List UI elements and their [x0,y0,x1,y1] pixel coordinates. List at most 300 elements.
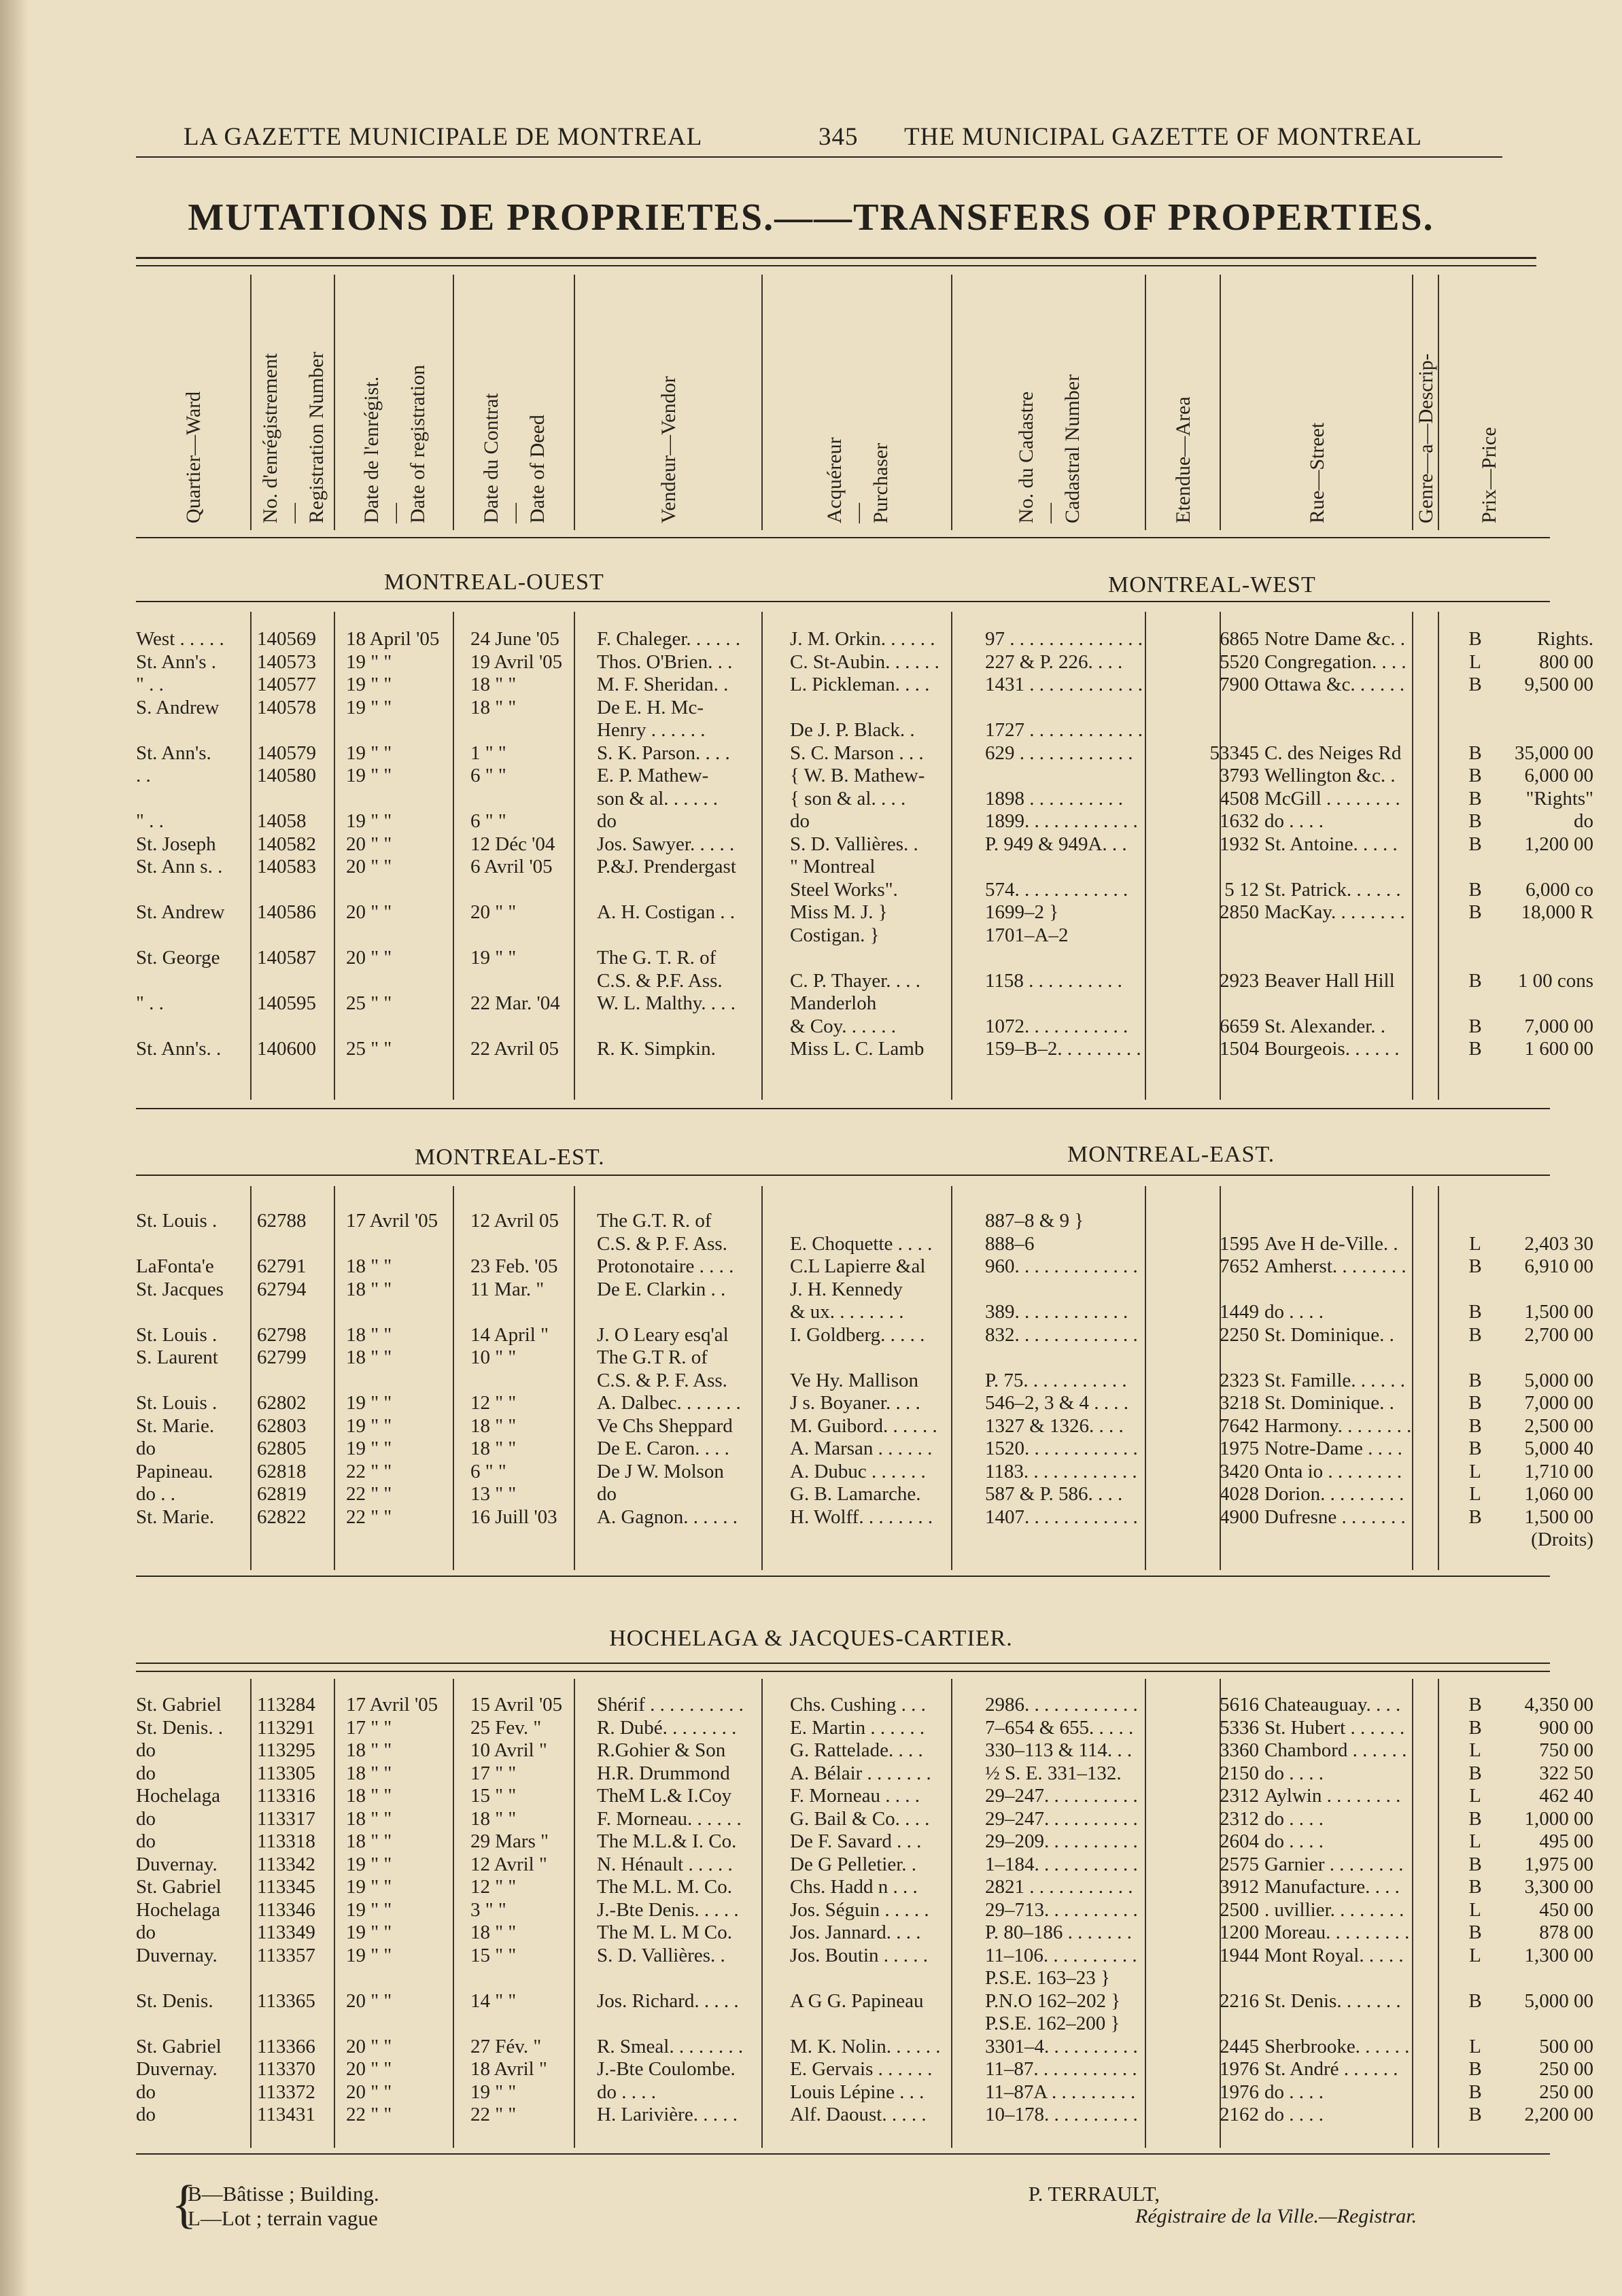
table-row [136,1830,1596,1854]
column-rule [761,275,763,530]
table-cell: 3360 [1220,1739,1259,1761]
table-cell [468,1529,594,1552]
table-cell: E. P. Mathew- [597,765,709,786]
column-rule [250,1186,252,1570]
table-cell [982,1529,1181,1552]
table-cell [343,924,468,947]
table-cell: do . . . . [597,2081,656,2103]
table-cell: 22 " " [346,1506,392,1528]
table-cell [594,879,787,902]
table-cell: Dufresne . . . . . . . [1264,1506,1406,1528]
table-cell: B [1468,1414,1482,1437]
table-cell [136,924,254,947]
table-cell: 18 " " [470,696,517,718]
table-cell: 19 " " [346,1392,392,1414]
table-cell: Chs. Hadd n . . . [790,1876,918,1898]
table-cell: L [1469,1232,1481,1255]
table-cell: 140583 [257,856,316,877]
table-cell: 10 Avril " [470,1739,547,1761]
table-cell: 22 " " [346,2104,392,2125]
table-cell: 900 00 [1539,1716,1593,1739]
table-cell [1181,719,1262,742]
table-cell: 2312 [1220,1807,1259,1830]
table-cell: 7,000 00 [1524,1015,1593,1037]
table-cell [1460,1346,1491,1370]
table-row [136,1210,1596,1233]
column-rule [250,1679,252,2148]
table-cell: 1327 & 1326. . . . [985,1414,1124,1437]
table-cell: 2,403 30 [1524,1232,1593,1255]
table-cell: do . . . . [1264,2104,1324,2125]
table-cell: Ottawa &c. . . . . . [1264,674,1405,695]
table-cell: St. Denis. . [136,1716,224,1739]
table-cell [468,719,594,742]
table-cell: 2,500 00 [1524,1414,1593,1437]
table-row [136,1876,1596,1899]
table-cell [136,1529,254,1552]
table-cell: L [1469,1898,1481,1921]
column-header-text: Date of Deed [526,415,549,523]
table-cell: B [1468,2104,1482,2125]
table-cell: L [1469,1739,1481,1761]
table-cell: Jos. Sawyer. . . . . [597,833,735,855]
table-cell: St. George [136,947,220,969]
table-cell: B [1468,1301,1482,1323]
table-cell [468,1301,594,1324]
table-cell: 19 " " [346,742,392,764]
table-cell: 2,200 00 [1524,2104,1593,2125]
table-cell: W. L. Malthy. . . . [597,992,736,1014]
table-cell: 1701–A–2 [985,924,1069,946]
table-cell: 20 " " [346,1989,392,2012]
table-cell [1181,2013,1262,2036]
table-cell [1262,992,1460,1015]
table-cell: 832. . . . . . . . . . . . . [985,1323,1138,1346]
table-cell [254,1529,343,1552]
table-cell: " . . [136,992,164,1014]
table-cell [1460,1210,1491,1233]
table-cell: P.&J. Prendergast [597,856,736,877]
table-cell: 3301–4. . . . . . . . . . [985,2035,1138,2057]
table-cell: De E. Caron. . . . [597,1438,729,1459]
table-cell: 1727 . . . . . . . . . . . . [985,719,1143,741]
table-cell: 25 Fev. " [470,1716,542,1739]
table-cell [254,1967,343,1990]
table-cell: & Coy. . . . . . [790,1015,897,1037]
table-cell [1491,1279,1596,1302]
table-cell: 19 " " [346,1944,392,1966]
table-cell: 16 Juill '03 [470,1506,557,1528]
table-cell: 5 12 [1224,878,1259,901]
table-cell [136,2013,254,2036]
table-row [136,1990,1596,2013]
table-cell: 62822 [257,1506,307,1528]
table-cell: 4,350 00 [1524,1694,1593,1716]
table-cell: 62788 [257,1210,307,1232]
table-cell: 22 " " [470,2104,517,2125]
table-cell: do . . . . [1264,810,1324,832]
table-cell: J.-Bte Coulombe. [597,2058,736,2080]
table-cell: A. Dubuc . . . . . . [790,1460,926,1482]
table-cell [468,970,594,993]
table-cell: Louis Lépine . . . [790,2081,925,2103]
table-cell: 7,000 00 [1524,1392,1593,1414]
table-cell [1262,1529,1460,1552]
table-cell: 140600 [257,1038,316,1060]
table-cell: 3912 [1220,1876,1259,1898]
table-cell: 11–87A . . . . . . . . . [985,2081,1136,2103]
column-rule [574,1679,575,2148]
table-cell: C.S. & P.F. Ass. [597,969,723,992]
table-cell [343,2013,468,2036]
table-cell [1491,856,1596,879]
column-header-text: No. du Cadastre [1014,391,1037,523]
column-rule [1145,612,1146,1100]
table-cell: De F. Savard . . . [790,1830,922,1852]
table-cell: do [136,2104,156,2125]
table-cell: B [1468,1506,1482,1528]
section-montreal-ouest: MONTREAL-OUEST [384,570,604,595]
table-row [136,1255,1596,1279]
table-cell: do [136,1807,156,1830]
table-row [136,1324,1596,1347]
table-cell: 960. . . . . . . . . . . . . [985,1255,1138,1277]
table-row [136,810,1596,833]
table-cell: St. André . . . . . . [1264,2058,1398,2080]
table-cell: 18 " " [346,1255,392,1277]
table-cell: 18 " " [346,1346,392,1368]
table-row [136,719,1596,742]
table-cell: 18 " " [346,1762,392,1784]
table-row [136,765,1596,788]
table-cell: 3,300 00 [1524,1876,1593,1898]
table-cell: Duvernay. [136,1944,218,1966]
table-cell: Aylwin . . . . . . . . [1264,1785,1401,1807]
table-cell: St. Louis . [136,1323,218,1346]
table-cell: R.Gohier & Son [597,1739,726,1761]
column-rule [1220,612,1221,1100]
table-cell [1262,1967,1460,1990]
table-cell: 62819 [257,1483,307,1505]
table-cell: 18 Avril " [470,2058,547,2080]
table-cell: 19 " " [470,947,517,969]
table-cell: 159–B–2. . . . . . . . . [985,1038,1141,1060]
table-row [136,1392,1596,1415]
table-cell: " . . [136,674,164,695]
registrar-name: P. TERRAULT, [1028,2182,1160,2206]
table-cell [1460,947,1491,970]
table-cell: 113345 [257,1876,315,1898]
table-cell: "Rights" [1525,787,1593,810]
column-rule [1145,275,1146,530]
table-cell: Ave H de-Ville. . [1264,1232,1398,1255]
table-cell: do . . . . [1264,2081,1324,2103]
table-cell: 113346 [257,1898,315,1921]
table-cell: 22 " " [346,1460,392,1482]
table-cell [1262,947,1460,970]
table-cell [254,1370,343,1393]
table-cell: Alf. Daoust. . . . . [790,2104,927,2125]
table-cell: 5520 [1220,650,1259,673]
table-cell [1491,1346,1596,1370]
table-cell: P. 949 & 949A. . . [985,833,1127,855]
table-cell: St. Patrick. . . . . . [1264,878,1401,901]
table-cell: 6,000 co [1525,878,1593,901]
legend-lot: L—Lot ; terrain vague [188,2206,378,2230]
table-cell [254,970,343,993]
table-cell: do [1574,810,1593,832]
table-cell: 113284 [257,1694,315,1716]
table-cell: B [1468,833,1482,855]
table-cell: L [1469,1483,1481,1505]
table-cell: Miss L. C. Lamb [790,1038,925,1060]
table-cell: Thos. O'Brien. . . [597,650,733,673]
table-cell: C.S. & P. F. Ass. [597,1232,727,1255]
table-cell [594,1015,787,1039]
table-cell: 1595 [1220,1232,1259,1255]
table-cell: 18 " " [346,1278,392,1300]
table-cell: St. Dominique. . [1264,1323,1394,1346]
column-header-text: Rue—Street [1305,422,1328,523]
table-cell: The G. T. R. of [597,947,717,969]
table-cell: De E. Clarkin . . [597,1278,726,1300]
table-cell [1491,719,1596,742]
table-cell: B [1468,1989,1482,2012]
table-cell: C. P. Thayer. . . . [790,969,920,992]
table-cell: Notre-Dame . . . . [1264,1438,1402,1459]
table-cell: St. Dominique. . [1264,1392,1394,1414]
table-cell: 1898 . . . . . . . . . . [985,787,1123,810]
column-rule [250,612,252,1100]
table-cell [787,1967,982,1990]
table-row [136,1346,1596,1370]
table-cell [787,1210,982,1233]
table-cell: 1976 [1220,2081,1259,2103]
table-cell: 17 Avril '05 [346,1210,438,1232]
table-cell [254,1015,343,1039]
table-row [136,1415,1596,1438]
table-row [136,879,1596,902]
table-cell: 1,500 00 [1524,1506,1593,1528]
table-cell: 24 June '05 [470,628,559,650]
table-cell: B [1468,1921,1482,1943]
legend-building: B—Bâtisse ; Building. [188,2182,379,2206]
table-cell: 1431 . . . . . . . . . . . . [985,674,1143,695]
table-cell: 322 50 [1539,1762,1593,1784]
table-row [136,788,1596,811]
table-cell: S. Andrew [136,696,220,718]
table-cell: 1 " " [470,742,506,764]
table-cell: B [1468,1694,1482,1716]
table-cell [1262,697,1460,720]
table-cell: P.S.E. 163–23 } [985,1967,1110,1989]
table-cell: 2604 [1220,1830,1259,1852]
column-header-text: Vendeur—Vendor [657,376,680,523]
registrar-title: Régistraire de la Ville.—Registrar. [1135,2205,1417,2227]
table-cell [982,697,1181,720]
table-cell: 23 Feb. '05 [470,1255,558,1277]
table-cell: E. Choquette . . . . [790,1232,933,1255]
table-cell: Papineau. [136,1460,213,1482]
table-cell: Sherbrooke. . . . . . [1264,2035,1410,2057]
table-row [136,1967,1596,1990]
table-cell: De G Pelletier. . [790,1853,917,1875]
table-cell: 19 " " [470,2081,517,2103]
table-cell: 6865 [1220,628,1259,650]
table-cell [1460,2013,1491,2036]
table-row [136,1739,1596,1762]
table-row [136,1762,1596,1786]
table-cell: 1504 [1220,1038,1259,1060]
table-cell: H. Larivière. . . . . [597,2104,738,2125]
table-cell: 62818 [257,1460,307,1482]
column-header-text: Date of registration [406,364,429,523]
table-cell [468,2013,594,2036]
table-cell [787,947,982,970]
table-cell: Harmony. . . . . . . . [1264,1414,1412,1437]
column-rule [1220,1679,1221,2148]
table-cell: 18 " " [346,1807,392,1830]
section-hochelaga: HOCHELAGA & JACQUES-CARTIER. [609,1626,1013,1651]
table-cell: 18 " " [470,1438,517,1459]
table-cell: B [1468,1762,1482,1784]
table-cell: Hochelaga [136,1785,220,1807]
table-cell [1181,1967,1262,1990]
table-cell: B [1468,969,1482,992]
table-cell: 20 " " [346,856,392,877]
table-cell: do . . . . [1264,1830,1324,1852]
table-cell: 5,000 00 [1524,1989,1593,2012]
table-cell: 6 " " [470,765,506,786]
table-cell: 140580 [257,765,316,786]
table-cell: B [1468,1853,1482,1875]
table-cell: B [1468,1038,1482,1060]
table-cell: 4028 [1220,1483,1259,1505]
table-cell: Congregation. . . . [1264,650,1407,673]
table-cell [468,788,594,811]
table-cell [1460,992,1491,1015]
table-cell [594,1967,787,1990]
table-cell: B [1468,878,1482,901]
table-cell: 878 00 [1539,1921,1593,1943]
table-cell: do . . . . [1264,1807,1324,1830]
table-cell [468,1233,594,1256]
column-rule [574,612,575,1100]
table-cell: 3 " " [470,1898,506,1921]
column-header-text: No. d'enrégistrement [258,353,281,523]
table-cell: 113431 [257,2104,315,2125]
table-cell: 1975 [1220,1438,1259,1459]
column-rule [1145,1679,1146,2148]
east-rule [136,1175,1550,1176]
table-cell: 330–113 & 114. . . [985,1739,1133,1761]
table-cell: 35,000 00 [1515,742,1593,764]
header-rule [136,156,1502,158]
table-cell: 3793 [1220,765,1259,786]
table-cell [1262,2013,1460,2036]
table-row [136,1233,1596,1256]
table-cell: 20 " " [346,901,392,923]
table-row [136,1301,1596,1324]
table-cell: J s. Boyaner. . . . [790,1392,920,1414]
table-cell: do [136,2081,156,2103]
table-cell [1491,697,1596,720]
table-cell: 20 " " [346,947,392,969]
table-cell: The M.L.& I. Co. [597,1830,737,1852]
table-cell: Dorion. . . . . . . . . [1264,1483,1404,1505]
table-cell [136,719,254,742]
column-rule [951,275,952,530]
table-cell: 12 Avril 05 [470,1210,559,1232]
table-row [136,1483,1596,1506]
table-cell: F. Chaleger. . . . . . [597,628,741,650]
title-rule-2 [136,265,1536,266]
column-rule [334,1186,335,1570]
table-cell: G. Bail & Co. . . . [790,1807,930,1830]
column-header-text: Registration Number [305,351,328,523]
table-row [136,833,1596,856]
table-row [136,1694,1596,1717]
table-cell [1262,719,1460,742]
table-cell: A. Marsan . . . . . . [790,1438,933,1459]
table-cell: { W. B. Mathew- [790,765,925,786]
table-cell: 140582 [257,833,316,855]
table-cell: Manderloh [790,992,877,1014]
column-rule [574,275,575,530]
table-cell [136,879,254,902]
table-cell [343,1233,468,1256]
table-cell: P.S.E. 162–200 } [985,2013,1120,2034]
table-cell [787,2013,982,2036]
east-end-rule [136,1576,1550,1577]
table-cell: Henry . . . . . . [597,719,706,741]
table-cell [254,1301,343,1324]
table-cell: Jos. Richard. . . . . [597,1989,739,2012]
table-cell: 1183. . . . . . . . . . . . [985,1460,1137,1482]
table-cell: C. St-Aubin. . . . . . [790,650,939,673]
table-cell: 2986. . . . . . . . . . . . [985,1694,1138,1716]
table-cell [343,788,468,811]
table-cell: 62794 [257,1278,307,1300]
table-cell: 6,000 00 [1524,765,1593,786]
table-cell: (Droits) [1531,1529,1593,1550]
page-number: 345 [818,123,859,151]
table-cell: 20 " " [346,2035,392,2057]
table-cell: do [136,1739,156,1761]
table-cell: L [1469,650,1481,673]
legend [188,2182,379,2231]
table-cell [1181,992,1262,1015]
table-cell [1491,924,1596,947]
table-cell: 1072. . . . . . . . . . . [985,1015,1128,1037]
table-cell [343,879,468,902]
table-cell: 2250 [1220,1323,1259,1346]
table-cell: 22 Mar. '04 [470,992,560,1014]
table-cell [982,992,1181,1015]
table-cell: 18 " " [346,1739,392,1761]
table-cell: 25 " " [346,1038,392,1060]
column-header-text: Etendue—Area [1172,396,1194,523]
table-cell: 20 " " [346,2081,392,2103]
table-cell: 11–106. . . . . . . . . . [985,1944,1137,1966]
table-row [136,924,1596,947]
table-cell: 113349 [257,1921,315,1943]
table-cell: 19 " " [346,696,392,718]
table-cell: 29–209. . . . . . . . . . [985,1830,1138,1852]
column-header-text: Quartier—Ward [182,391,205,523]
table-cell: 62799 [257,1346,307,1368]
table-cell: St. Antoine. . . . . [1264,833,1398,855]
